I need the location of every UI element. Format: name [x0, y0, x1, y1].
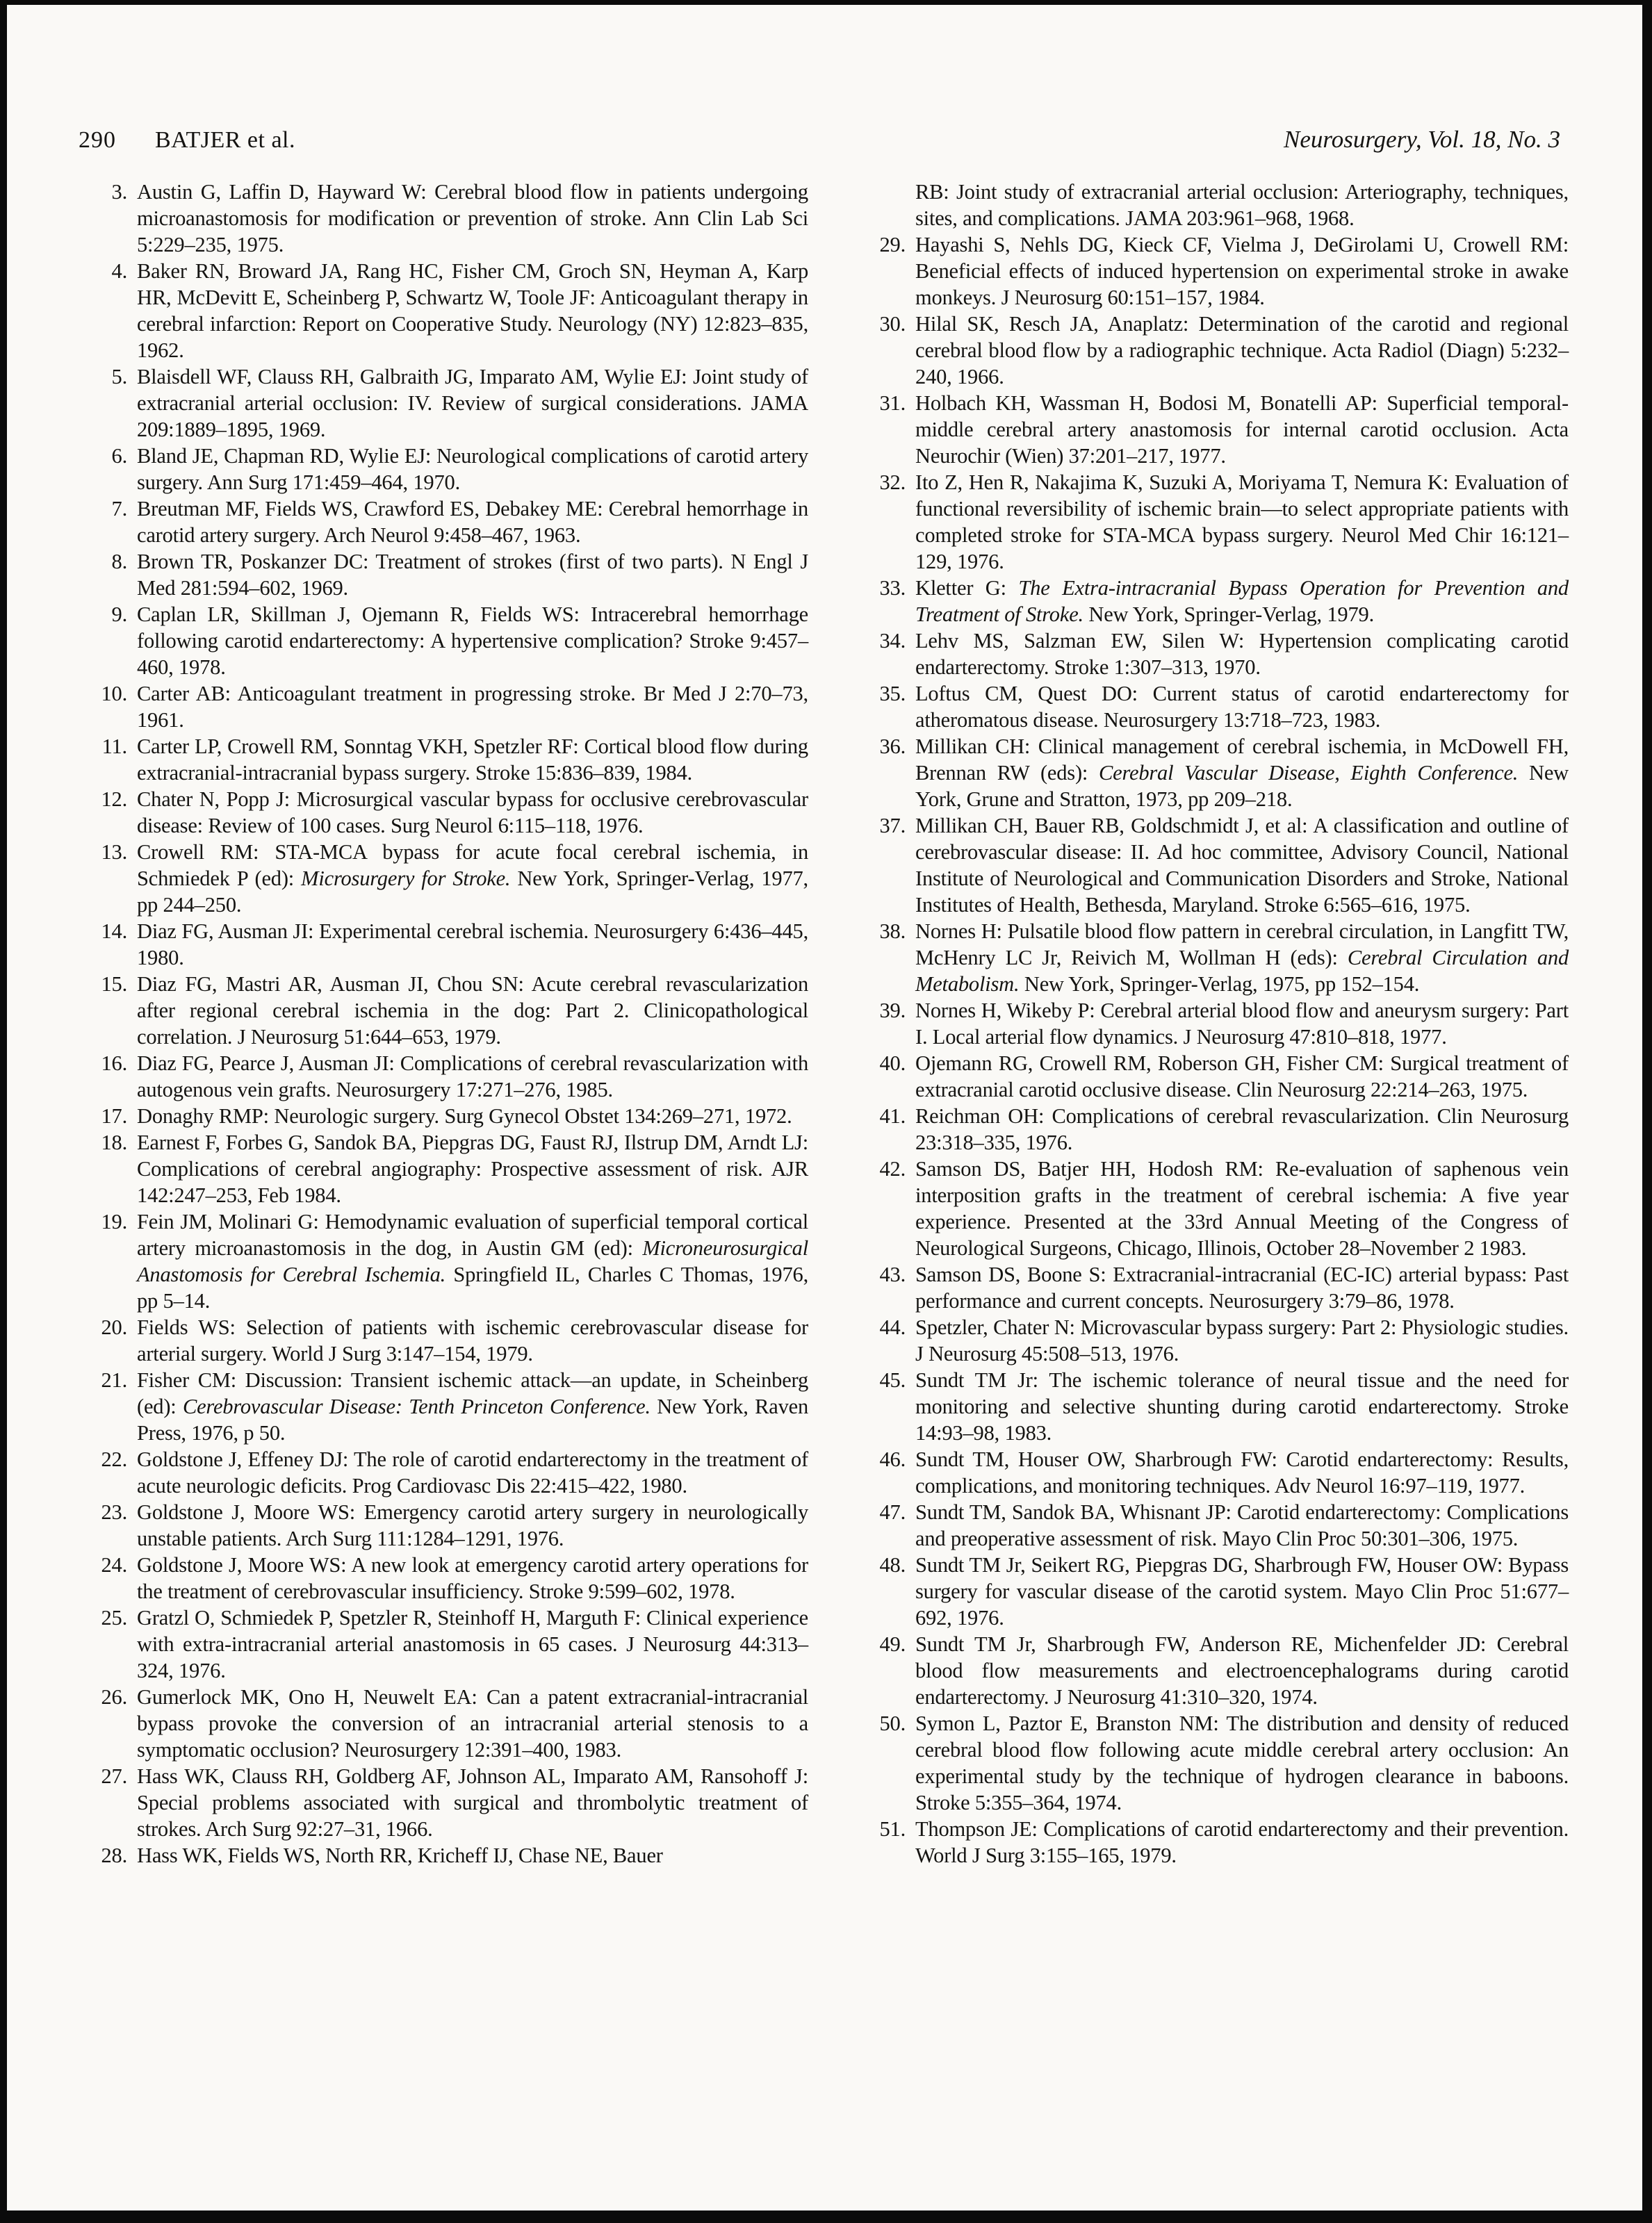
reference-item	[857, 1050, 1569, 1103]
reference-text-segment: Thompson JE: Complications of carotid endarterectomy and their prevention. World J Surg 3:155–165, 1979.	[915, 1817, 1569, 1867]
reference-text	[137, 180, 808, 256]
reference-item	[79, 1842, 808, 1869]
reference-number: 11.	[101, 735, 127, 758]
reference-text	[915, 1157, 1569, 1260]
reference-number: 44.	[879, 1315, 906, 1339]
reference-text-segment: RB: Joint study of extracranial arterial occlusion: Arteriography, techniques, sites, and complications. JAMA 203:961–968, 1968.	[915, 180, 1569, 230]
reference-text-segment: Ito Z, Hen R, Nakajima K, Suzuki A, Moriyama T, Nemura K: Evaluation of functional reversibility of ischemic brain—to select appropriate patients with completed stroke for STA-MCA bypass surgery. Neurol Med Chir 16:121–129, 1976.	[915, 470, 1569, 573]
reference-text-segment: New York, Grune and Stratton, 1973, pp 209–218.	[915, 761, 1569, 811]
reference-text-segment: Blaisdell WF, Clauss RH, Galbraith JG, Imparato AM, Wylie EJ: Joint study of extracranial arterial occlusion: IV. Review of surgical considerations. JAMA 209:1889–1895, 1969.	[137, 365, 808, 441]
reference-number: 5.	[111, 365, 127, 388]
reference-item	[79, 733, 808, 786]
reference-item	[79, 1367, 808, 1446]
reference-number: 6.	[111, 444, 127, 468]
reference-item	[857, 390, 1569, 469]
reference-text	[137, 682, 808, 732]
reference-number: 51.	[879, 1817, 906, 1841]
reference-item	[79, 363, 808, 443]
reference-item	[857, 1631, 1569, 1710]
reference-text	[915, 233, 1569, 309]
reference-text	[915, 1368, 1569, 1445]
reference-text	[137, 1685, 808, 1762]
reference-text-segment: Samson DS, Boone S: Extracranial-intracranial (EC-IC) arterial bypass: Past performance and current concepts. Neurosurgery 3:79–86, 1978.	[915, 1263, 1569, 1313]
reference-item	[857, 680, 1569, 733]
running-head-left	[79, 127, 295, 154]
reference-text-segment: Diaz FG, Mastri AR, Ausman JI, Chou SN: Acute cerebral revascularization after regional cerebral ischemia in the dog: Part 2. Clinicopathological correlation. J Neurosurg 51:644–653, 1979.	[137, 972, 808, 1049]
reference-number: 7.	[111, 497, 127, 520]
reference-text-segment: Carter LP, Crowell RM, Sonntag VKH, Spetzler RF: Cortical blood flow during extracranial-intracranial bypass surgery. Stroke 15:836–839, 1984.	[137, 735, 808, 785]
reference-number: 23.	[101, 1500, 127, 1524]
reference-text	[137, 1210, 808, 1313]
reference-text-segment: Holbach KH, Wassman H, Bodosi M, Bonatelli AP: Superficial temporal-middle cerebral artery anastomosis for internal carotid occlusion. Acta Neurochir (Wien) 37:201–217, 1977.	[915, 391, 1569, 468]
reference-text	[137, 1764, 808, 1841]
reference-item	[79, 258, 808, 363]
reference-text	[137, 1051, 808, 1101]
reference-item	[857, 733, 1569, 812]
book-title-italic: Cerebral Vascular Disease, Eighth Conference.	[1098, 761, 1519, 785]
reference-number: 4.	[111, 259, 127, 283]
reference-text	[137, 972, 808, 1049]
reference-item	[857, 1314, 1569, 1367]
book-title-italic: Microneurosurgical Anastomosis for Cerebral Ischemia.	[137, 1236, 808, 1286]
reference-text-segment: Crowell RM: STA-MCA bypass for acute focal cerebral ischemia, in Schmiedek P (ed):	[137, 840, 808, 890]
reference-text	[137, 602, 808, 679]
reference-text-segment: Breutman MF, Fields WS, Crawford ES, Debakey ME: Cerebral hemorrhage in carotid artery surgery. Arch Neurol 9:458–467, 1963.	[137, 497, 808, 547]
reference-number: 27.	[101, 1764, 127, 1788]
reference-item	[79, 1446, 808, 1499]
reference-text-segment: Millikan CH, Bauer RB, Goldschmidt J, et al: A classification and outline of cerebrovascular disease: II. Ad hoc committee, Advisory Council, National Institute of Neurological and Communication Disorders and Stroke, National Institutes of Health, Bethesda, Maryland. Stroke 6:565–616, 1975.	[915, 814, 1569, 917]
reference-text	[137, 735, 808, 785]
reference-text	[915, 919, 1569, 996]
reference-text	[915, 470, 1569, 573]
reference-number: 37.	[879, 814, 906, 837]
reference-item	[79, 786, 808, 839]
reference-number: 24.	[101, 1553, 127, 1577]
reference-text	[137, 919, 808, 969]
reference-number: 12.	[101, 787, 127, 811]
reference-text-segment: Symon L, Paztor E, Branston NM: The distribution and density of reduced cerebral blood flow following acute middle cerebral artery occlusion: An experimental study by the technique of hydrogen clearance in baboons. Stroke 5:355–364, 1974.	[915, 1712, 1569, 1814]
reference-number: 30.	[879, 312, 906, 336]
reference-text	[137, 1104, 792, 1128]
reference-item	[79, 1684, 808, 1763]
reference-text	[137, 1606, 808, 1682]
reference-item	[79, 601, 808, 680]
reference-item	[857, 469, 1569, 575]
reference-text-segment: New York, Springer-Verlag, 1979.	[1083, 602, 1375, 626]
reference-text	[915, 999, 1569, 1049]
reference-number: 50.	[879, 1712, 906, 1735]
reference-item	[79, 1314, 808, 1367]
reference-number: 20.	[101, 1315, 127, 1339]
reference-item	[79, 1103, 808, 1129]
reference-number: 10.	[101, 682, 127, 705]
reference-number: 49.	[879, 1632, 906, 1656]
reference-number: 25.	[101, 1606, 127, 1630]
reference-number: 43.	[879, 1263, 906, 1286]
reference-text-segment: Hass WK, Clauss RH, Goldberg AF, Johnson AL, Imparato AM, Ransohoff J: Special problems associated with surgical and thrombolytic treatment of strokes. Arch Surg 92:27–31, 1966.	[137, 1764, 808, 1841]
reference-item	[857, 231, 1569, 311]
reference-text	[137, 1553, 808, 1603]
reference-text-segment: Kletter G:	[915, 576, 1019, 600]
reference-item	[857, 918, 1569, 997]
reference-text	[915, 1447, 1569, 1498]
reference-number: 9.	[111, 602, 127, 626]
reference-item	[857, 1499, 1569, 1552]
reference-number: 39.	[879, 999, 906, 1022]
reference-text	[137, 1500, 808, 1550]
reference-item	[857, 1261, 1569, 1314]
reference-item	[857, 1367, 1569, 1446]
reference-text-segment: Fein JM, Molinari G: Hemodynamic evaluation of superficial temporal cortical artery microanastomosis in the dog, in Austin GM (ed):	[137, 1210, 808, 1260]
reference-text	[137, 787, 808, 837]
reference-text-segment: Fields WS: Selection of patients with ischemic cerebrovascular disease for arterial surgery. World J Surg 3:147–154, 1979.	[137, 1315, 808, 1365]
reference-text-segment: New York, Springer-Verlag, 1977, pp 244–250.	[137, 867, 808, 917]
reference-number: 21.	[101, 1368, 127, 1392]
reference-text	[915, 391, 1569, 468]
reference-text-segment: New York, Raven Press, 1976, p 50.	[137, 1395, 809, 1445]
book-title-italic: The Extra-intracranial Bypass Operation for Prevention and Treatment of Stroke.	[915, 576, 1569, 626]
reference-text-segment: Gumerlock MK, Ono H, Neuwelt EA: Can a patent extracranial-intracranial bypass provoke the conversion of an intracranial arterial stenosis to a symptomatic occlusion? Neurosurgery 12:391–400, 1983.	[137, 1685, 808, 1762]
references-column-right	[857, 179, 1569, 1869]
reference-text-segment: Loftus CM, Quest DO: Current status of carotid endarterectomy for atheromatous disease. Neurosurgery 13:718–723, 1983.	[915, 682, 1569, 732]
reference-item	[857, 1103, 1569, 1156]
reference-text	[915, 1632, 1569, 1709]
reference-text	[915, 735, 1569, 811]
reference-text-segment: Austin G, Laffin D, Hayward W: Cerebral blood flow in patients undergoing microanastomosis for modification or prevention of stroke. Ann Clin Lab Sci 5:229–235, 1975.	[137, 180, 808, 256]
reference-number: 38.	[879, 919, 906, 943]
reference-number: 14.	[101, 919, 127, 943]
reference-item	[79, 680, 808, 733]
reference-item	[79, 179, 808, 258]
reference-number: 13.	[101, 840, 127, 864]
reference-text	[915, 814, 1569, 917]
reference-text	[915, 1263, 1569, 1313]
reference-number: 32.	[879, 470, 906, 494]
reference-item	[857, 1816, 1569, 1869]
reference-number: 42.	[879, 1157, 906, 1181]
reference-text-segment: Spetzler, Chater N: Microvascular bypass surgery: Part 2: Physiologic studies. J Neurosurg 45:508–513, 1976.	[915, 1315, 1569, 1365]
reference-text-segment: Hass WK, Fields WS, North RR, Kricheff IJ, Chase NE, Bauer	[137, 1844, 663, 1867]
reference-text-segment: Goldstone J, Moore WS: A new look at emergency carotid artery operations for the treatment of cerebrovascular insufficiency. Stroke 9:599–602, 1978.	[137, 1553, 808, 1603]
references-column-left-wrap	[79, 179, 808, 1869]
reference-text-segment: Springfield IL, Charles C Thomas, 1976, pp 5–14.	[137, 1263, 809, 1313]
reference-number: 19.	[101, 1210, 127, 1233]
running-authors: BATJER et al.	[155, 127, 295, 153]
journal-page	[7, 5, 1642, 2210]
reference-number: 33.	[879, 576, 906, 600]
reference-text-segment: Reichman OH: Complications of cerebral revascularization. Clin Neurosurg 23:318–335, 1976.	[915, 1104, 1569, 1154]
reference-text-segment: Carter AB: Anticoagulant treatment in progressing stroke. Br Med J 2:70–73, 1961.	[137, 682, 808, 732]
reference-text-segment: Caplan LR, Skillman J, Ojemann R, Fields WS: Intracerebral hemorrhage following carotid endarterectomy: A hypertensive complication? Stroke 9:457–460, 1978.	[137, 602, 808, 679]
reference-number: 16.	[101, 1051, 127, 1075]
reference-text-segment: Sundt TM, Sandok BA, Whisnant JP: Carotid endarterectomy: Complications and preoperative assessment of risk. Mayo Clin Proc 50:301–306, 1975.	[915, 1500, 1569, 1550]
reference-number: 40.	[879, 1051, 906, 1075]
reference-item	[79, 971, 808, 1050]
reference-text-segment: Sundt TM Jr: The ischemic tolerance of neural tissue and the need for monitoring and selective shunting during carotid endarterectomy. Stroke 14:93–98, 1983.	[915, 1368, 1569, 1445]
reference-text	[915, 1817, 1569, 1867]
reference-item	[79, 1763, 808, 1842]
reference-item	[79, 548, 808, 601]
reference-item	[857, 1710, 1569, 1816]
reference-text-segment: Lehv MS, Salzman EW, Silen W: Hypertension complicating carotid endarterectomy. Stroke 1:307–313, 1970.	[915, 629, 1569, 679]
book-title-italic: Cerebral Circulation and Metabolism.	[915, 946, 1569, 996]
reference-text	[915, 1051, 1569, 1101]
reference-number: 15.	[101, 972, 127, 996]
references-column-left	[79, 179, 808, 1869]
reference-text	[137, 1131, 808, 1207]
reference-number: 3.	[111, 180, 127, 204]
reference-text	[137, 497, 808, 547]
reference-text	[915, 1712, 1569, 1814]
reference-text	[137, 444, 808, 494]
book-title-italic: Cerebrovascular Disease: Tenth Princeton Conference.	[182, 1395, 651, 1418]
reference-text	[137, 1447, 808, 1498]
journal-citation: Neurosurgery, Vol. 18, No. 3	[1284, 126, 1560, 153]
reference-text-segment: Nornes H, Wikeby P: Cerebral arterial blood flow and aneurysm surgery: Part I. Local arterial flow dynamics. J Neurosurg 47:810–818, 1977.	[915, 999, 1569, 1049]
reference-item	[79, 495, 808, 548]
reference-item	[857, 997, 1569, 1050]
reference-item	[79, 1552, 808, 1605]
reference-number: 34.	[879, 629, 906, 653]
reference-number: 18.	[101, 1131, 127, 1154]
reference-text	[137, 365, 808, 441]
reference-number: 28.	[101, 1844, 127, 1867]
reference-text	[915, 576, 1569, 626]
reference-text-segment: Sundt TM Jr, Sharbrough FW, Anderson RE, Michenfelder JD: Cerebral blood flow measurements and electroencephalograms during carotid endarterectomy. J Neurosurg 41:310–320, 1974.	[915, 1632, 1569, 1709]
reference-text-segment: Sundt TM Jr, Seikert RG, Piepgras DG, Sharbrough FW, Houser OW: Bypass surgery for vascular disease of the carotid system. Mayo Clin Proc 51:677–692, 1976.	[915, 1553, 1569, 1630]
reference-text	[915, 312, 1569, 388]
references-column-right-wrap	[857, 179, 1569, 1869]
reference-number: 8.	[111, 550, 127, 573]
reference-number: 36.	[879, 735, 906, 758]
references-columns	[79, 179, 1569, 1869]
reference-text	[915, 180, 1569, 230]
reference-text-segment: Baker RN, Broward JA, Rang HC, Fisher CM, Groch SN, Heyman A, Karp HR, McDevitt E, Scheinberg P, Schwartz W, Toole JF: Anticoagulant therapy in cerebral infarction: Report on Cooperative Study. Neurology (NY) 12:823–835, 1962.	[137, 259, 808, 362]
reference-text-segment: Ojemann RG, Crowell RM, Roberson GH, Fisher CM: Surgical treatment of extracranial carotid occlusive disease. Clin Neurosurg 22:214–263, 1975.	[915, 1051, 1569, 1101]
reference-item	[857, 575, 1569, 627]
reference-text	[915, 629, 1569, 679]
page-number: 290	[79, 127, 116, 153]
reference-text-segment: Bland JE, Chapman RD, Wylie EJ: Neurological complications of carotid artery surgery. Ann Surg 171:459–464, 1970.	[137, 444, 808, 494]
reference-text-segment: Earnest F, Forbes G, Sandok BA, Piepgras DG, Faust RJ, Ilstrup DM, Arndt LJ: Complications of cerebral angiography: Prospective assessment of risk. AJR 142:247–253, Feb 1984.	[137, 1131, 808, 1207]
reference-item	[857, 179, 1569, 231]
reference-text-segment: Chater N, Popp J: Microsurgical vascular bypass for occlusive cerebrovascular disease: Review of 100 cases. Surg Neurol 6:115–118, 1976.	[137, 787, 808, 837]
reference-text-segment: Samson DS, Batjer HH, Hodosh RM: Re-evaluation of saphenous vein interposition grafts in the treatment of cerebral ischemia: A five year experience. Presented at the 33rd Annual Meeting of the Congress of Neurological Surgeons, Chicago, Illinois, October 28–November 2 1983.	[915, 1157, 1569, 1260]
reference-text-segment: Sundt TM, Houser OW, Sharbrough FW: Carotid endarterectomy: Results, complications, and monitoring techniques. Adv Neurol 16:97–119, 1977.	[915, 1447, 1569, 1498]
reference-text	[137, 550, 808, 600]
reference-text-segment: Donaghy RMP: Neurologic surgery. Surg Gynecol Obstet 134:269–271, 1972.	[137, 1104, 792, 1128]
reference-item	[857, 1552, 1569, 1631]
reference-text	[915, 1553, 1569, 1630]
reference-number: 46.	[879, 1447, 906, 1471]
reference-number: 45.	[879, 1368, 906, 1392]
reference-text	[137, 1844, 663, 1867]
reference-number: 17.	[101, 1104, 127, 1128]
reference-item	[857, 1446, 1569, 1499]
reference-number: 29.	[879, 233, 906, 256]
reference-text-segment: Hayashi S, Nehls DG, Kieck CF, Vielma J, DeGirolami U, Crowell RM: Beneficial effects of induced hypertension on experimental stroke in awake monkeys. J Neurosurg 60:151–157, 1984.	[915, 233, 1569, 309]
reference-item	[79, 1605, 808, 1684]
reference-text-segment: Brown TR, Poskanzer DC: Treatment of strokes (first of two parts). N Engl J Med 281:594–602, 1969.	[137, 550, 808, 600]
reference-number: 41.	[879, 1104, 906, 1128]
reference-text	[915, 1315, 1569, 1365]
page-header	[79, 126, 1560, 154]
reference-number: 26.	[101, 1685, 127, 1709]
reference-number: 35.	[879, 682, 906, 705]
reference-text-segment: Nornes H: Pulsatile blood flow pattern in cerebral circulation, in Langfitt TW, McHenry LC Jr, Reivich M, Wollman H (eds):	[915, 919, 1569, 969]
reference-item	[79, 1129, 808, 1208]
reference-text	[137, 840, 808, 917]
reference-item	[79, 443, 808, 495]
reference-text	[915, 1104, 1569, 1154]
reference-item	[79, 918, 808, 971]
reference-text-segment: Diaz FG, Pearce J, Ausman JI: Complications of cerebral revascularization with autogenous vein grafts. Neurosurgery 17:271–276, 1985.	[137, 1051, 808, 1101]
reference-item	[857, 812, 1569, 918]
reference-item	[857, 627, 1569, 680]
reference-item	[857, 1156, 1569, 1261]
reference-text-segment: Millikan CH: Clinical management of cerebral ischemia, in McDowell FH, Brennan RW (eds):	[915, 735, 1569, 785]
reference-text-segment: Goldstone J, Moore WS: Emergency carotid artery surgery in neurologically unstable patients. Arch Surg 111:1284–1291, 1976.	[137, 1500, 808, 1550]
reference-text-segment: Goldstone J, Effeney DJ: The role of carotid endarterectomy in the treatment of acute neurologic deficits. Prog Cardiovasc Dis 22:415–422, 1980.	[137, 1447, 808, 1498]
reference-text	[137, 1368, 808, 1445]
reference-item	[79, 1499, 808, 1552]
reference-text-segment: Diaz FG, Ausman JI: Experimental cerebral ischemia. Neurosurgery 6:436–445, 1980.	[137, 919, 808, 969]
reference-item	[79, 1208, 808, 1314]
reference-item	[79, 1050, 808, 1103]
reference-number: 48.	[879, 1553, 906, 1577]
reference-item	[79, 839, 808, 918]
reference-text	[915, 682, 1569, 732]
reference-text-segment: Hilal SK, Resch JA, Anaplatz: Determination of the carotid and regional cerebral blood flow by a radiographic technique. Acta Radiol (Diagn) 5:232–240, 1966.	[915, 312, 1569, 388]
reference-number: 47.	[879, 1500, 906, 1524]
reference-item	[857, 311, 1569, 390]
reference-text-segment: Fisher CM: Discussion: Transient ischemic attack—an update, in Scheinberg (ed):	[137, 1368, 808, 1418]
reference-text	[137, 1315, 808, 1365]
reference-text	[915, 1500, 1569, 1550]
reference-text	[137, 259, 808, 362]
reference-text-segment: Gratzl O, Schmiedek P, Spetzler R, Steinhoff H, Marguth F: Clinical experience with extra-intracranial arterial anastomosis in 65 cases. J Neurosurg 44:313–324, 1976.	[137, 1606, 808, 1682]
reference-text-segment: New York, Springer-Verlag, 1975, pp 152–154.	[1019, 972, 1420, 996]
reference-number: 31.	[879, 391, 906, 415]
book-title-italic: Microsurgery for Stroke.	[301, 867, 511, 890]
reference-number: 22.	[101, 1447, 127, 1471]
